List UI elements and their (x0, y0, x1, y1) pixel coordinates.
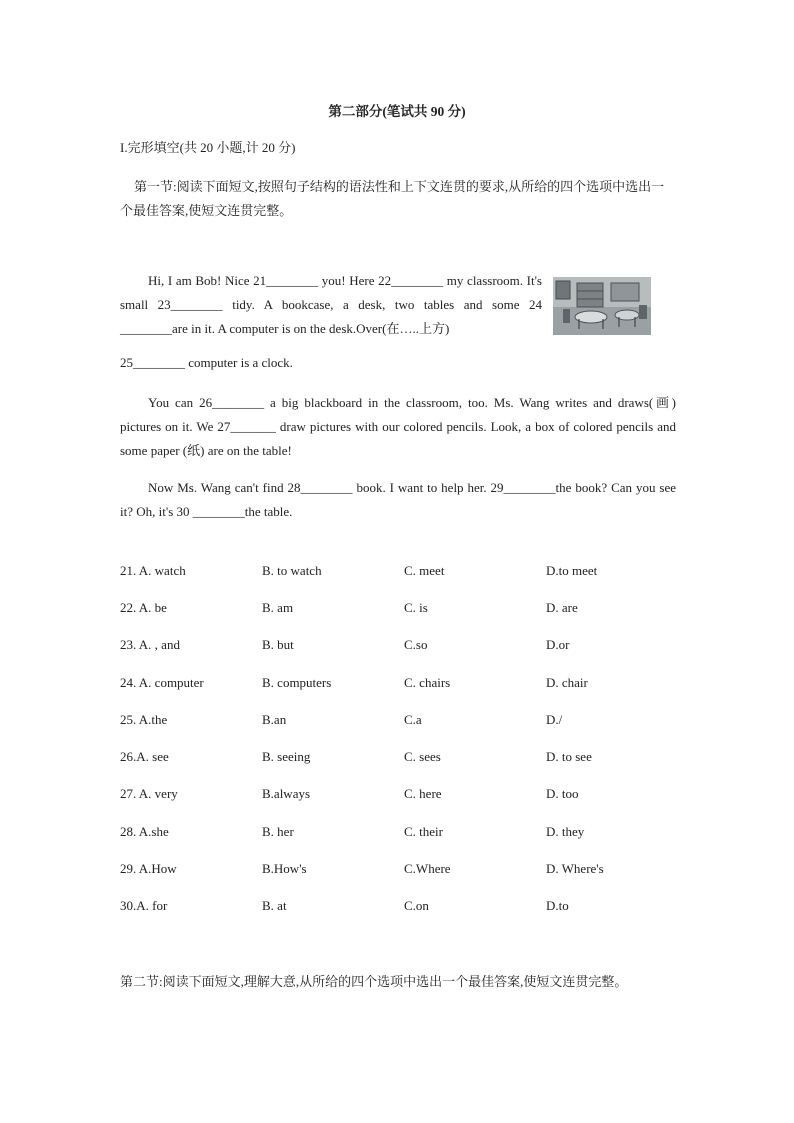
passage-paragraph-1: Hi, I am Bob! Nice 21________ you! Here 22________ my classroom. It's small 23________ tidy. A bookcase, a desk, two tables and some 24 ________are in it. A computer is on the desk.Over(在…..上方) (120, 273, 542, 336)
option-a: 25. A.the (120, 712, 168, 727)
option-row (120, 712, 680, 732)
option-b: B.How's (262, 861, 307, 876)
option-a: 24. A. computer (120, 675, 204, 690)
option-b: B. but (262, 637, 294, 652)
option-c: C.a (404, 712, 422, 727)
option-a: 23. A. , and (120, 637, 180, 652)
option-d: D. are (546, 600, 578, 615)
option-c: C. is (404, 600, 428, 615)
option-c: C. meet (404, 563, 445, 578)
option-b: B. at (262, 898, 287, 913)
option-c: C. chairs (404, 675, 451, 690)
passage-paragraph-1-continued: 25________ computer is a clock. (120, 355, 293, 370)
classroom-illustration (553, 277, 651, 335)
option-row (120, 637, 680, 657)
option-a: 30.A. for (120, 898, 168, 913)
page-title: 第二部分(笔试共 90 分) (328, 104, 466, 119)
option-b: B. am (262, 600, 294, 615)
section1-heading: I.完形填空(共 20 小题,计 20 分) (120, 140, 296, 155)
option-row (120, 749, 680, 769)
option-c: C. here (404, 786, 442, 801)
option-row (120, 786, 680, 806)
option-b: B.an (262, 712, 287, 727)
section2-heading: 第二节:阅读下面短文,理解大意,从所给的四个选项中选出一个最佳答案,使短文连贯完整。 (120, 974, 628, 989)
option-c: C.so (404, 637, 428, 652)
option-b: B. her (262, 824, 294, 839)
option-row (120, 824, 680, 844)
option-b: B. computers (262, 675, 332, 690)
section1-instruction: 第一节:阅读下面短文,按照句子结构的语法性和上下文连贯的要求,从所给的四个选项中选出一个最佳答案,使短文连贯完整。 (120, 179, 665, 218)
option-a: 22. A. be (120, 600, 167, 615)
option-a: 21. A. watch (120, 563, 186, 578)
option-a: 26.A. see (120, 749, 169, 764)
option-a: 28. A.she (120, 824, 169, 839)
option-c: C.Where (404, 861, 451, 876)
option-d: D. to see (546, 749, 592, 764)
option-d: D. Where's (546, 861, 604, 876)
option-d: D.to meet (546, 563, 598, 578)
option-c: C. their (404, 824, 443, 839)
option-d: D.or (546, 637, 570, 652)
passage-paragraph-2: You can 26________ a big blackboard in the classroom, too. Ms. Wang writes and draws(画) pictures on it. We 27_______ draw pictures with our colored pencils. Look, a box of colored pencils and some paper (纸) are on the table! (120, 395, 676, 458)
option-c: C. sees (404, 749, 441, 764)
option-d: D. chair (546, 675, 588, 690)
option-a: 29. A.How (120, 861, 177, 876)
option-c: C.on (404, 898, 429, 913)
option-d: D./ (546, 712, 563, 727)
option-d: D. too (546, 786, 579, 801)
option-d: D. they (546, 824, 585, 839)
option-row (120, 675, 680, 695)
option-row (120, 600, 680, 620)
option-row (120, 563, 680, 583)
option-b: B. to watch (262, 563, 322, 578)
option-a: 27. A. very (120, 786, 178, 801)
option-b: B.always (262, 786, 311, 801)
option-d: D.to (546, 898, 569, 913)
option-b: B. seeing (262, 749, 311, 764)
passage-paragraph-3: Now Ms. Wang can't find 28________ book. I want to help her. 29________the book? Can you see it? Oh, it's 30 ________the table. (120, 480, 676, 519)
option-row (120, 898, 680, 918)
option-row (120, 861, 680, 881)
